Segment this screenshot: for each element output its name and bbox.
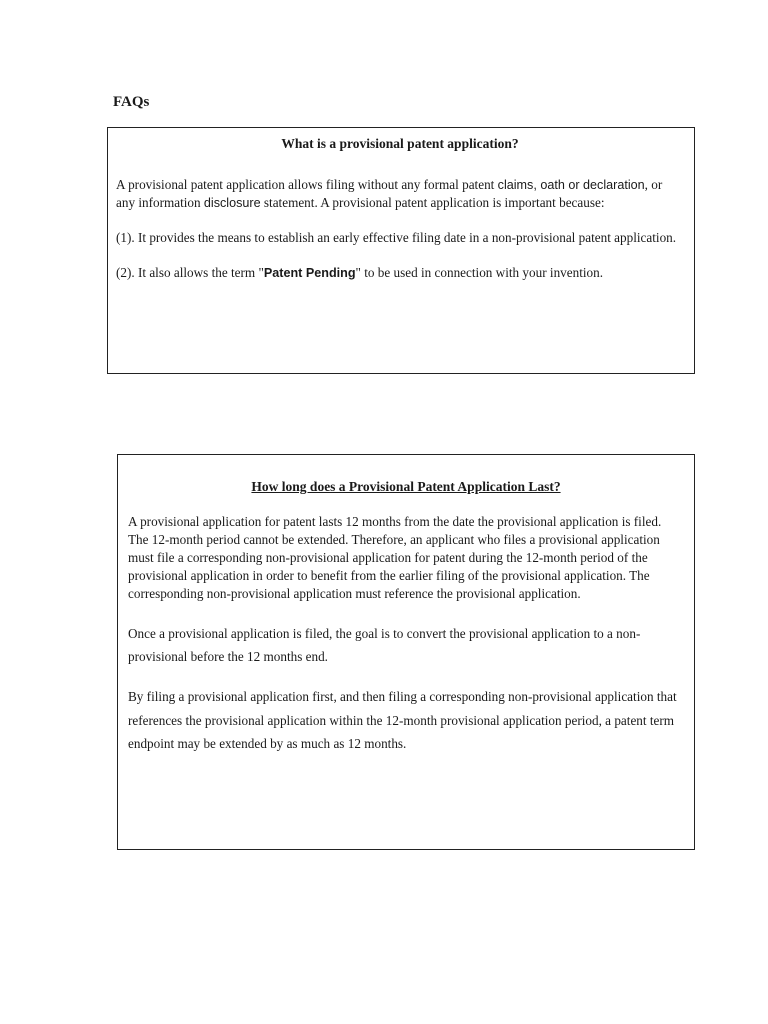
answer-text-disclosure: disclosure — [203, 196, 261, 210]
faq-answer-paragraph: A provisional application for patent lasts 12 months from the date the provisional application is filed. The 12-month period cannot be extended. Therefore, an applicant who files a provisional application must file a corresponding non-provisional application for patent during the 12-month period of the provisional application in order to benefit from the earlier filing of the provisional application. The corresponding non-provisional application must reference the provisional application. — [128, 514, 662, 601]
page-heading: FAQs — [113, 94, 150, 110]
answer-text: (2). It also allows the term " — [116, 265, 264, 280]
answer-text-claims: claims, oath or declaration — [497, 178, 645, 192]
answer-text-patent-pending: Patent Pending — [263, 266, 356, 280]
answer-text: A provisional patent application allows filing without any formal patent — [116, 177, 498, 192]
faq-box-provisional-duration — [117, 454, 695, 850]
faq-answer-paragraph: Once a provisional application is filed, the goal is to convert the provisional application to a non-provisional before the 12 months end. — [128, 626, 641, 664]
faq-answer-paragraph: By filing a provisional application first, and then filing a corresponding non-provisional application that references the provisional application within the 12-month provisional application period, a patent term endpoint may be extended by as much as 12 months. — [128, 689, 677, 751]
faq-answer-point-2 — [116, 264, 684, 282]
answer-text: , or any information — [116, 177, 663, 210]
faq-box-provisional-patent — [107, 127, 695, 374]
faq-answer-point-1: (1). It provides the means to establish an early effective filing date in a non-provisional patent application. — [116, 230, 677, 245]
answer-text: statement. A provisional patent application is important because: — [260, 195, 605, 210]
faq-question-title: How long does a Provisional Patent Application Last? — [251, 479, 561, 494]
answer-text: " to be used in connection with your invention. — [355, 265, 604, 280]
faq-question-title: What is a provisional patent application? — [281, 136, 519, 151]
faq-answer-paragraph — [116, 176, 684, 212]
